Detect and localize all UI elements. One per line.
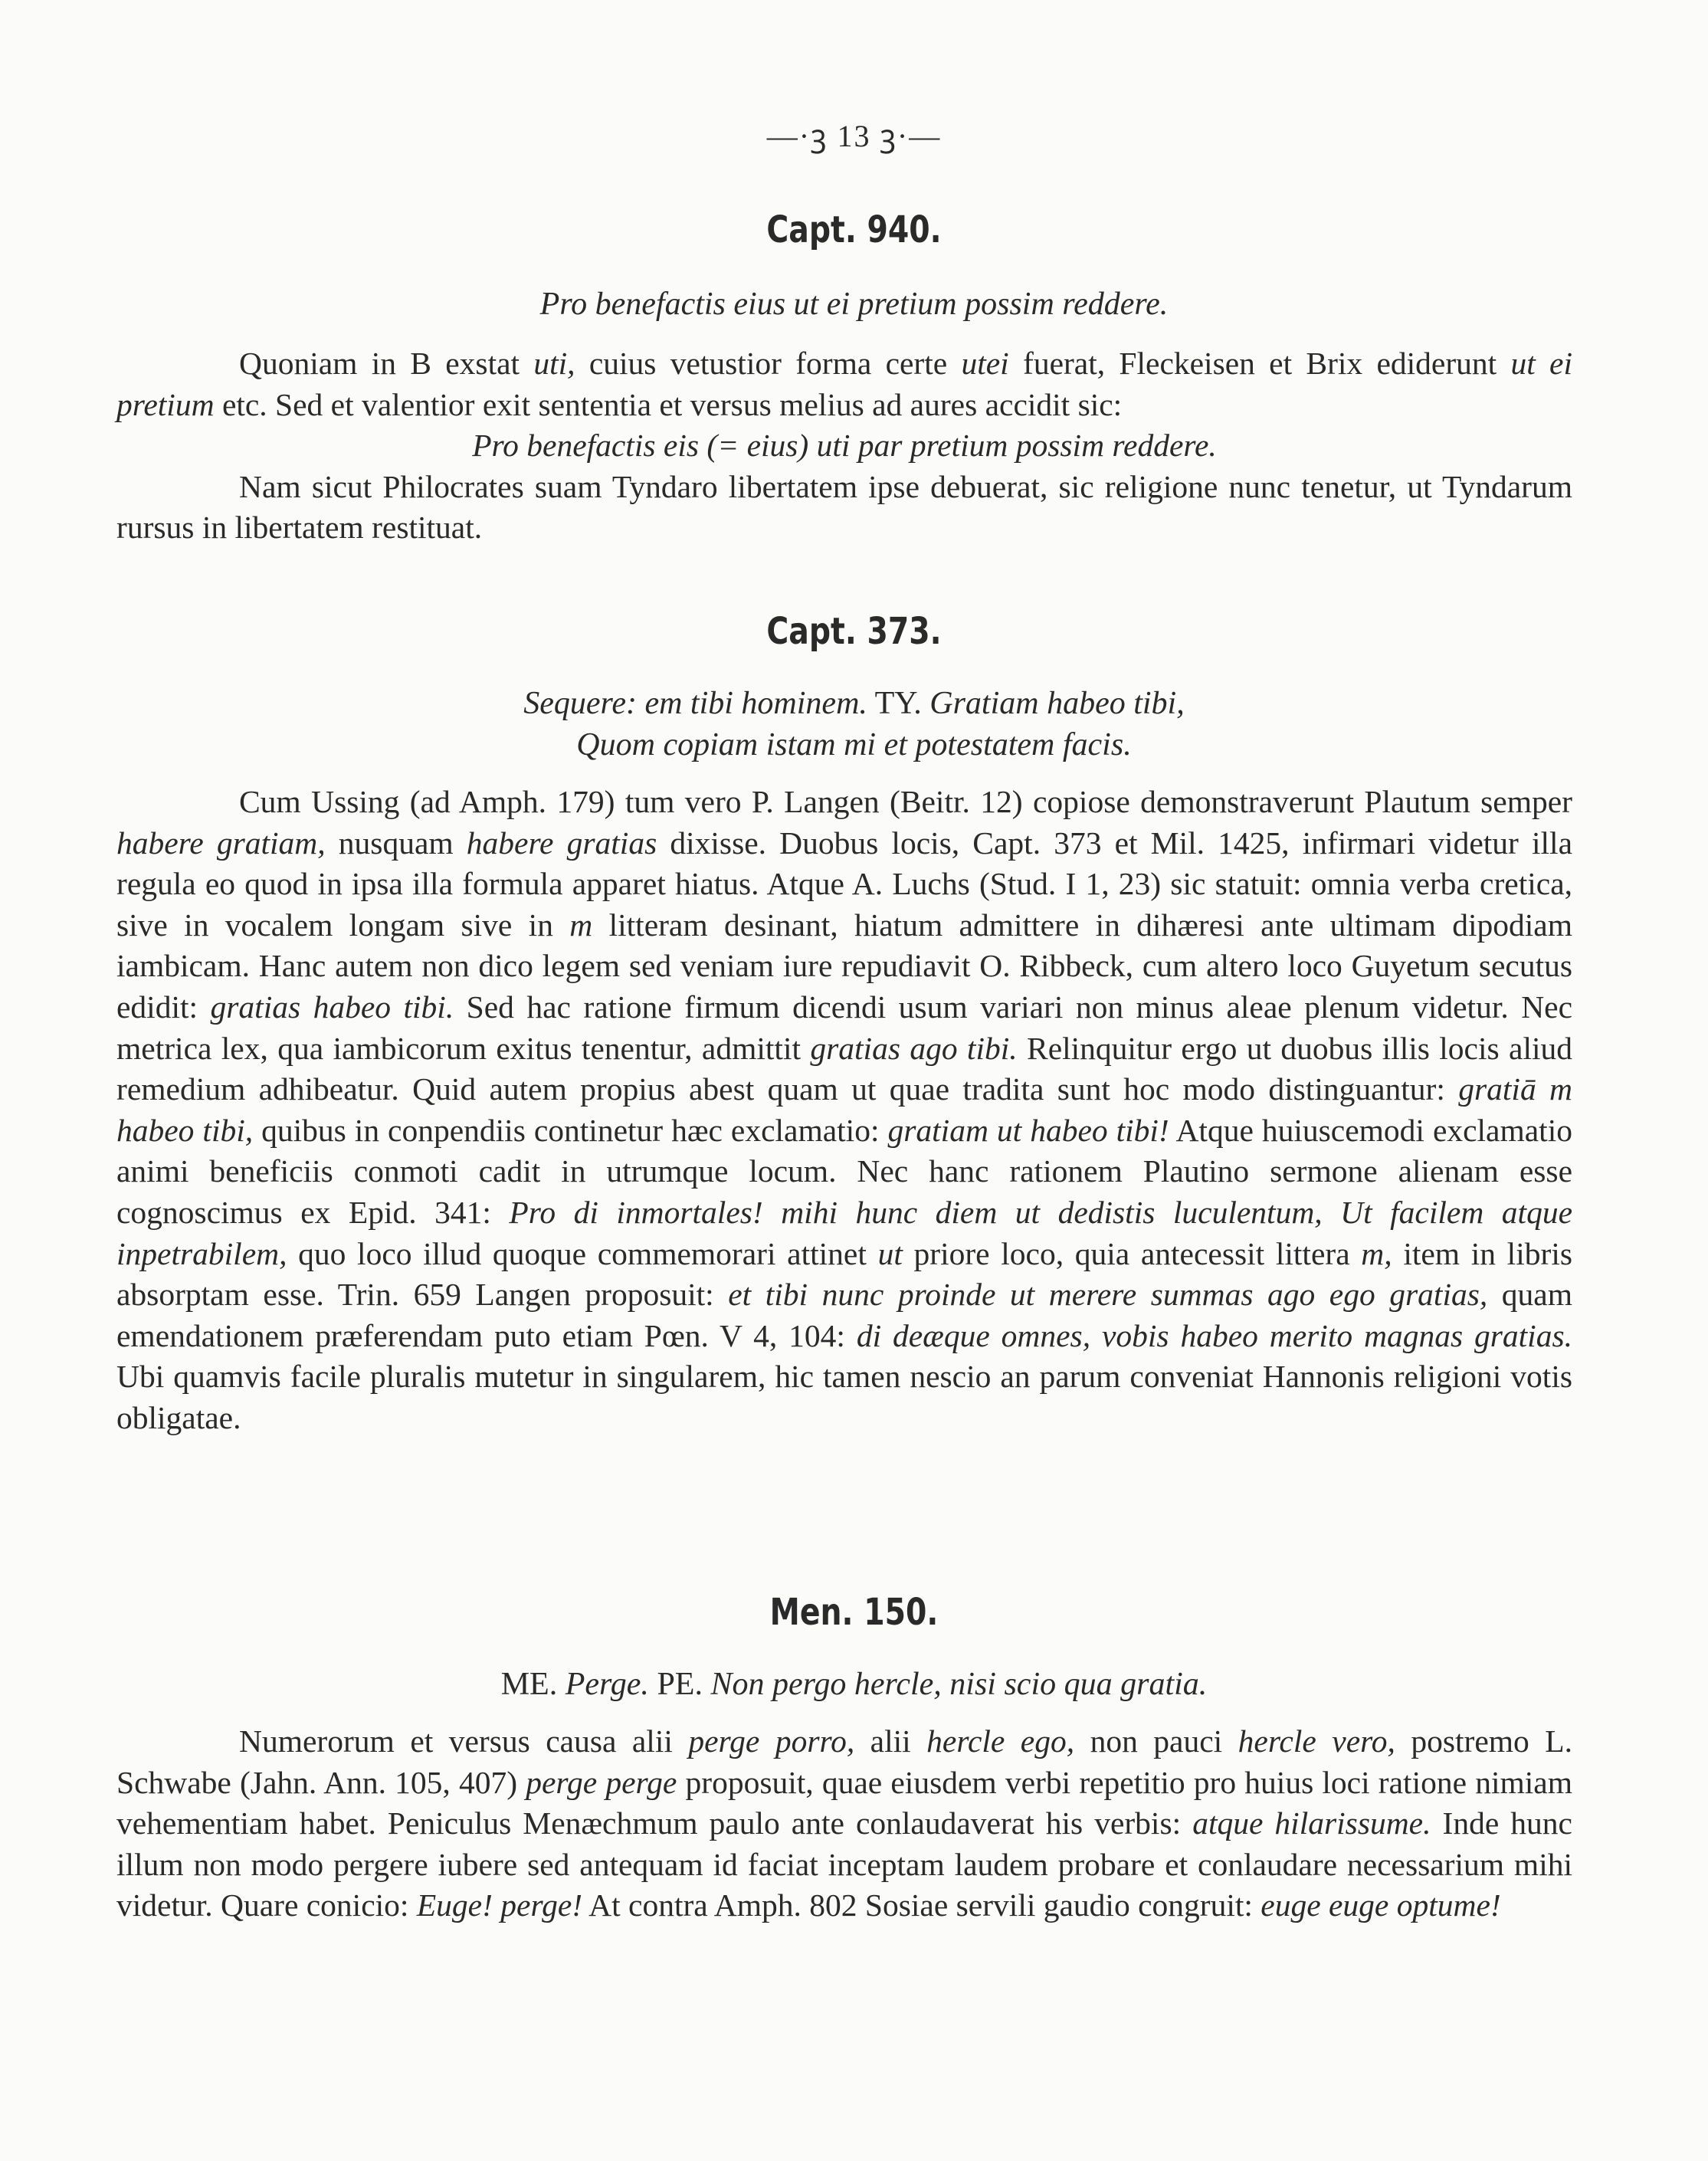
section-heading-capt-373: Capt. 373. — [766, 610, 942, 653]
italic-run: gratias ago tibi. — [810, 1030, 1018, 1066]
italic-run: Pro di inmortales! mihi hunc diem ut dedistis luculentum, Ut facilem atque inpetrabilem, — [116, 1194, 1572, 1271]
text-run: Relinquitur ergo ut duobus illis locis aliud remedium adhibeatur. Quid autem propius abest quam ut quae tradita sunt hoc modo distinguantur: — [116, 1030, 1572, 1107]
text-run: Ubi quamvis facile pluralis mutetur in singularem, hic tamen nescio an parum conveniat Hannonis religioni votis obligatae. — [116, 1359, 1572, 1435]
text-run: Inde hunc illum non modo pergere iubere sed antequam id faciat inceptam laudem probare et conlaudare necessarium mihi videtur. Quare conicio: — [116, 1805, 1572, 1923]
italic-run: habere gratiam, — [116, 825, 326, 861]
paragraph — [116, 1721, 1572, 1927]
text-run: priore loco, quia antecessit littera — [902, 1235, 1362, 1271]
text-run: Atque huiuscemodi exclamatio animi beneficiis conmoti cadit in utrumque locum. Nec hanc rationem Plautino sermone alienam esse cognoscimus ex Epid. 341: — [116, 1112, 1572, 1230]
italic-run: ut ei pretium — [116, 346, 1572, 422]
text-run: item in libris absorptam esse. Trin. 659 Langen proposuit: — [116, 1235, 1572, 1313]
italic-run: gratias habeo tibi. — [210, 989, 454, 1025]
text-run: quibus in conpendiis continetur hæc exclamatio: — [253, 1112, 888, 1148]
italic-run: Euge! perge! — [416, 1887, 583, 1923]
text-run: Numerorum et versus causa alii — [239, 1723, 689, 1759]
italic-run: uti, — [533, 346, 575, 381]
italic-run: Gratiam habeo tibi, — [929, 686, 1185, 721]
text-run: quo loco illud quoque commemorari attinet — [287, 1235, 878, 1271]
verse-correction — [116, 425, 1572, 467]
text-run: dixisse. Duobus locis, Capt. 373 et Mil. 1425, infirmari videtur illa regula eo quod in ipsa illa formula apparet hiatus. Atque A. Luchs (Stud. I 1, 23) sic statuit: omnia verba cretica, sive in vocalem longam sive in — [116, 825, 1572, 943]
verse-line — [0, 683, 1708, 724]
italic-run: atque hilarissume. — [1192, 1805, 1431, 1841]
verse-line — [0, 1664, 1708, 1705]
text-run: Quoniam in B exstat — [239, 346, 534, 381]
italic-run: euge euge optume! — [1261, 1887, 1501, 1923]
page-number: —·ꝫ 13 ꝫ·— — [766, 119, 942, 153]
speaker-label: TY. — [867, 686, 930, 721]
text-run: Cum Ussing (ad Amph. 179) tum vero P. Langen (Beitr. 12) copiose demonstraverunt Plautum semper — [239, 784, 1572, 819]
text-run: non pauci — [1074, 1723, 1238, 1759]
italic-run: ut — [877, 1235, 903, 1271]
paragraph — [116, 343, 1572, 425]
section-body-capt-940 — [116, 343, 1572, 549]
paragraph — [116, 782, 1572, 1439]
section-body-men-150 — [116, 1721, 1572, 1927]
italic-run: gratiā m habeo tibi, — [116, 1071, 1572, 1148]
speaker-label: ME. — [500, 1667, 566, 1702]
section-heading-men-150: Men. 150. — [769, 1591, 939, 1634]
italic-run: di deæque omnes, vobis habeo merito magnas gratias. — [856, 1317, 1572, 1353]
text-run: At contra Amph. 802 Sosiae servili gaudio congruit: — [582, 1887, 1261, 1923]
text-run: litteram desinant, hiatum admittere in dihæresi ante ultimam dipodiam iambicam. Hanc autem non dico legem sed veniam iure repudiavit O. Ribbeck, cum altero loco Guyetum secutus edidit: — [116, 907, 1572, 1025]
text-run: postremo L. Schwabe (Jahn. Ann. 105, 407) — [116, 1723, 1572, 1800]
text-run: quam emendationem præferendam puto etiam Pœn. V 4, 104: — [116, 1277, 1573, 1353]
italic-run: gratiam ut habeo tibi! — [887, 1112, 1169, 1148]
text-run: nusquam — [325, 825, 467, 861]
italic-run: perge perge — [526, 1764, 677, 1800]
verse-line — [0, 724, 1708, 766]
italic-run: Sequere: em tibi hominem. — [523, 686, 867, 721]
text-run: alii — [854, 1723, 927, 1759]
text-run: proposuit, quae eiusdem verbi repetitio pro huius loci ratione nimiam vehementiam habet. Peniculus Menæchmum paulo ante conlaudaverat his verbis: — [116, 1764, 1573, 1841]
italic-run: et tibi nunc proinde ut merere summas ago ego gratias, — [728, 1277, 1488, 1313]
text-run: Sed hac ratione firmum dicendi usum variari non minus aleae plenum videtur. Nec metrica lex, qua iambicorum exitus tenentur, admittit — [116, 989, 1573, 1066]
section-heading-capt-940: Capt. 940. — [766, 208, 942, 251]
italic-run: m — [569, 907, 593, 943]
text-run: cuius vetustior forma certe — [575, 346, 962, 381]
italic-run: utei — [961, 346, 1009, 381]
italic-run: Quom copiam istam mi et potestatem facis. — [576, 727, 1132, 762]
verse-line: Pro benefactis eius ut ei pretium possim reddere. — [539, 287, 1169, 322]
italic-run: m, — [1361, 1235, 1392, 1271]
italic-run: Perge. — [565, 1667, 649, 1702]
verse-quote-capt-940 — [0, 284, 1708, 325]
text-run: etc. Sed et valentior exit sententia et versus melius ad aures accidit sic: — [214, 386, 1123, 422]
speaker-label: PE. — [648, 1667, 711, 1702]
italic-run: perge porro, — [688, 1723, 855, 1759]
section-body-capt-373 — [116, 782, 1572, 1439]
text-run: fuerat, Fleckeisen et Brix ediderunt — [1008, 346, 1511, 381]
italic-run: Non pergo hercle, nisi scio qua gratia. — [710, 1667, 1208, 1702]
italic-run: hercle ego, — [926, 1723, 1075, 1759]
italic-run: Pro benefactis eis (= eius) uti par pretium possim reddere. — [472, 428, 1217, 464]
paragraph: Nam sicut Philocrates suam Tyndaro libertatem ipse debuerat, sic religione nunc tenetur, ut Tyndarum rursus in libertatem restituat. — [116, 468, 1572, 546]
italic-run: habere gratias — [466, 825, 657, 861]
verse-quote-men-150 — [0, 1664, 1708, 1705]
verse-quote-capt-373 — [0, 683, 1708, 766]
italic-run: hercle vero, — [1238, 1723, 1395, 1759]
